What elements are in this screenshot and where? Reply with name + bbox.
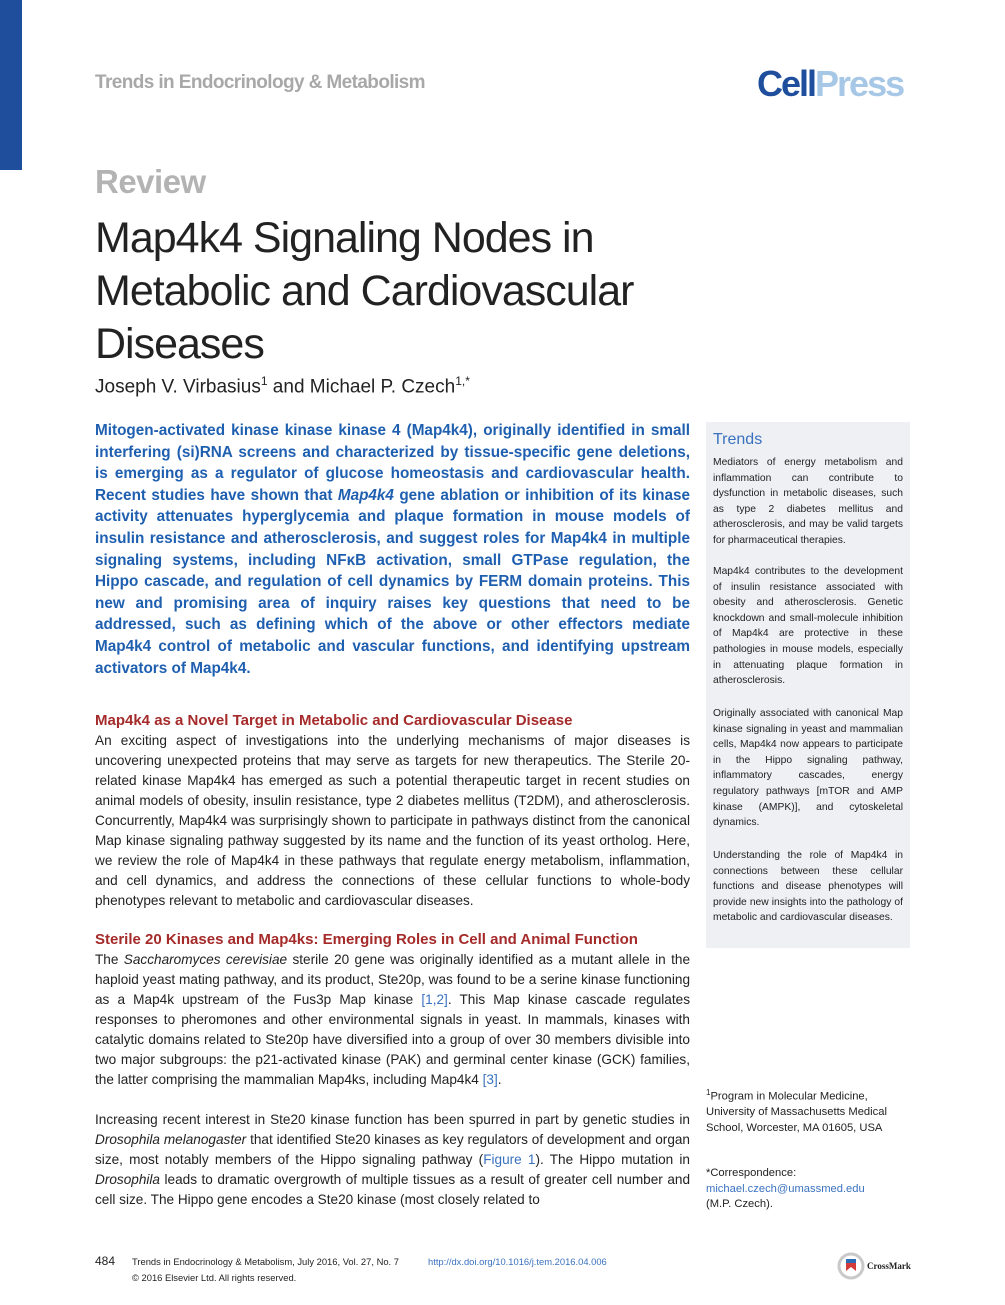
article-type: Review [95,163,206,200]
copyright: © 2016 Elsevier Ltd. All rights reserved. [132,1272,297,1283]
trends-title: Trends [713,431,763,448]
section-novel-target [95,712,690,911]
author-list [95,374,470,398]
accent-side-bar [0,0,22,170]
section-heading: Sterile 20 Kinases and Map4ks: Emerging Roles in Cell and Animal Function [95,931,638,948]
affiliation-line: School, Worcester, MA 01605, USA [706,1121,883,1134]
reference-link[interactable]: [3] [482,1072,498,1087]
species-name: Saccharomyces cerevisiae [123,952,288,967]
cellpress-logo [757,64,903,104]
trends-point-1: Mediators of energy metabolism and inflammation can contribute to dysfunction in metabolic diseases, such as type 2 diabetes mellitus and atherosclerosis, and may be valid targets for pharmaceutical therapies. [713,457,903,546]
trends-point-3: Originally associated with canonical Map kinase signaling in yeast and mammalian cells, Map4k4 now appears to participate in the Hippo signaling pathway, inflammatory cascades, energy regulatory pathways [mTOR and AMP kinase (AMPK)], and cytoskeletal dynamics. [713,708,903,829]
correspondence [706,1166,921,1213]
section-heading: Map4k4 as a Novel Target in Metabolic and Cardiovascular Disease [95,712,573,729]
logo-cell: Cell [757,63,816,104]
section-sterile20-paragraph-2 [95,1110,690,1210]
text-run: that identified Ste20 kinases as key regulators of development and organ size, most notably members of the Hippo signaling pathway ( [95,1132,690,1167]
text-run: leads to dramatic overgrowth of multiple tissues as a result of greater cell number and cell size. The Hippo gene encodes a Ste20 kinase (most closely related to [95,1172,690,1207]
text-run: Increasing recent interest in Ste20 kinase function has been spurred in part by genetic studies in [95,1112,690,1127]
abstract-gene: Map4k4 [337,486,394,504]
article-title: Map4k4 Signaling Nodes in Metabolic and Cardiovascular Diseases [95,214,634,368]
email-link[interactable]: michael.czech@umassmed.edu [706,1182,865,1195]
text-run: . [497,1072,502,1087]
section-sterile20 [95,931,690,1090]
author-2-affiliation: 1,* [455,374,470,388]
text-run: ). The Hippo mutation in [535,1152,690,1167]
author-2: Michael P. Czech [309,376,456,398]
trends-point-2: Map4k4 contributes to the development of insulin resistance associated with obesity and atherosclerosis. Genetic knockdown and small-molecule inhibition of Map4k4 are protective in these pathologies in mouse models, especially in attenuating plaque formation in atherosclerosis. [713,566,903,687]
text-run: . This Map kinase cascade regulates responses to pheromones and other environmental signals in yeast. In mammals, kinases with catalytic domains related to Ste20p have diversified into a group of over 30 members divisible into two major subgroups: the p21-activated kinase (PAK) and germinal center kinase (GCK) families, the latter comprising the mammalian Map4ks, including Map4k4 [95,992,690,1087]
page-number: 484 [95,1254,116,1268]
logo-press: Press [815,63,904,104]
affiliation-line: University of Massachusetts Medical [706,1106,887,1119]
crossmark-icon [837,1252,865,1280]
abstract [95,420,690,679]
affiliation-number: 1 [706,1088,711,1097]
journal-name: Trends in Endocrinology & Metabolism [95,72,425,93]
section-paragraph [95,1110,690,1210]
author-1-affiliation: 1 [260,374,268,388]
species-name: Drosophila melanogaster [95,1132,247,1147]
species-name: Drosophila [95,1172,160,1187]
abstract-text-b: gene ablation or inhibition of its kinase activity attenuates hyperglycemia and plaque formation in mouse models of insulin resistance and atherosclerosis, and suggest roles for Map4k4 in multiple signaling systems, including NFκB activation, small GTPase regulation, the Hippo cascade, and regulation of cell dynamics by FERM domain proteins. This new and promising area of inquiry raises key questions that need to be addressed, such as defining which of the above or other effectors mediate Map4k4 control of metabolic and vascular functions, and identifying upstream activators of Map4k4. [95,486,690,677]
affiliation-line: Program in Molecular Medicine, [710,1090,868,1103]
affiliation [706,1085,921,1136]
footer-citation: Trends in Endocrinology & Metabolism, July 2016, Vol. 27, No. 7 [132,1256,399,1267]
section-paragraph [95,950,690,1090]
text-run: sterile 20 gene was originally identified as a mutant allele in the haploid yeast mating pathway, and its product, Ste20p, was found to be a serine kinase functioning as a Map4k upstream of the Fus3p Map kinase [95,952,691,1007]
text-run: The [95,952,124,967]
section-paragraph: An exciting aspect of investigations into the underlying mechanisms of major diseases is uncovering unexpected proteins that may serve as targets for new therapeutics. The Sterile 20-related kinase Map4k4 has emerged as such a potential therapeutic target in recent studies on animal models of obesity, insulin resistance, type 2 diabetes mellitus (T2DM), and atherosclerosis. Concurrently, Map4k4 was surprisingly shown to participate in pathways distinct from the canonical Map kinase signaling pathway suggested by its name and the function of its yeast ortholog. Here, we review the role of Map4k4 in these pathways that regulate energy metabolism, inflammation, and cell dynamics, and address the connections of these cellular functions to whole-body phenotypes relevant to metabolic and cardiovascular diseases. [95,733,690,908]
figure-link[interactable]: Figure 1 [483,1152,536,1167]
correspondence-name: (M.P. Czech). [706,1198,773,1210]
trends-point-4: Understanding the role of Map4k4 in connections between these cellular functions and disease phenotypes will provide new insights into the pathology of metabolic and cardiovascular diseases. [713,850,903,924]
crossmark-label: CrossMark [867,1261,911,1271]
abstract-text-a: Mitogen-activated kinase kinase kinase 4 (Map4k4), originally identified in small interfering (si)RNA screens and characterized by tissue-specific gene deletions, is emerging as a regulator of glucose homeostasis and cardiovascular health. Recent studies have shown that [95,422,690,504]
author-1: Joseph V. Virbasius [95,376,261,398]
crossmark-badge[interactable] [837,1252,967,1280]
reference-link[interactable]: [1,2] [421,992,448,1007]
author-conjunction: and [267,376,310,398]
doi-link[interactable]: http://dx.doi.org/10.1016/j.tem.2016.04.006 [428,1256,607,1267]
correspondence-label: *Correspondence: [706,1167,797,1179]
